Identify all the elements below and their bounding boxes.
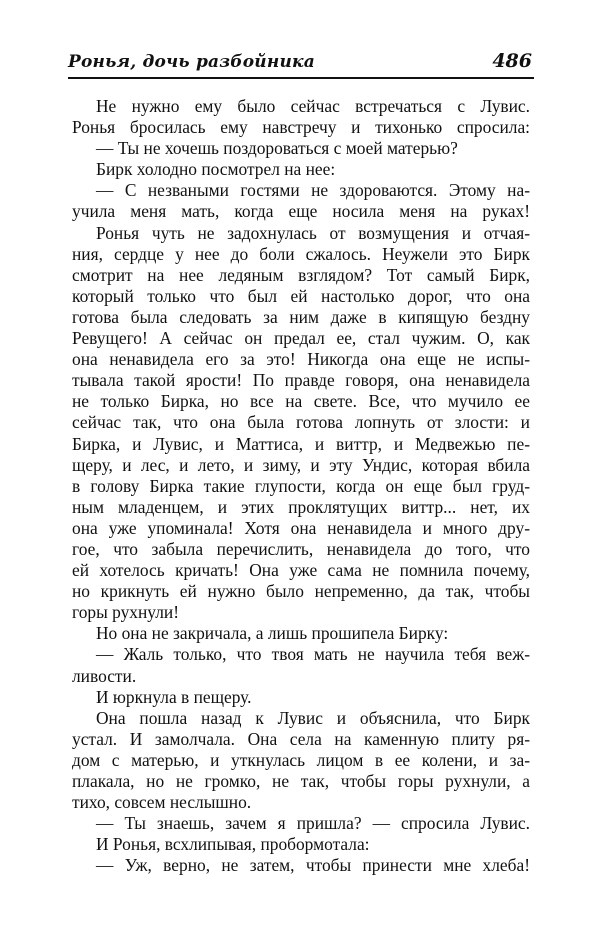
text-line: смотрит на нее ледяным взглядом? Тот самый Бирк, <box>72 264 530 285</box>
text-line: не только Бирка, но все на свете. Все, что мучило ее <box>72 391 530 412</box>
text-line: она ненавидела его за это! Никогда она еще не испы- <box>72 349 530 370</box>
text-line: сейчас так, что она была готова лопнуть от злости: и <box>72 412 530 433</box>
header-rule <box>68 77 534 79</box>
text-line: устал. И замолчала. Она села на каменную плиту ря- <box>72 728 530 749</box>
text-line: — Уж, верно, не затем, чтобы принести мне хлеба! <box>96 855 530 876</box>
text-line: тихо, совсем неслышно. <box>72 792 252 813</box>
page-header <box>68 50 534 76</box>
text-line: щеру, и лес, и лето, и зиму, и эту Ундис, которая вбила <box>72 454 530 475</box>
text-line: горы рухнули! <box>72 602 179 623</box>
text-line: И юркнула в пещеру. <box>96 686 252 707</box>
body-text <box>72 96 530 876</box>
text-line: дом с матерью, и уткнулась лицом в ее колени, и за- <box>72 749 530 770</box>
text-line: Ронья чуть не задохнулась от возмущения и отчая- <box>96 222 530 243</box>
text-line: Она пошла назад к Лувис и объяснила, что Бирк <box>96 707 530 728</box>
text-line: тывала такой ярости! По правде говоря, она ненавидела <box>72 370 530 391</box>
text-line: — С незваными гостями не здороваются. Этому на- <box>96 180 530 201</box>
text-line: гое, что забыла перечислить, ненавидела до того, что <box>72 538 530 559</box>
text-line: — Ты не хочешь поздороваться с моей матерью? <box>96 138 458 159</box>
text-line: — Жаль только, что твоя мать не научила тебя веж- <box>96 644 530 665</box>
text-line: ей хотелось кричать! Она уже сама не помнила почему, <box>72 560 530 581</box>
running-title: Ронья, дочь разбойника <box>68 52 315 72</box>
text-line: Но она не закричала, а лишь прошипела Бирку: <box>96 623 449 644</box>
text-line: учила меня мать, когда еще носила меня на руках! <box>72 201 530 222</box>
text-line: И Ронья, всхлипывая, пробормотала: <box>96 834 370 855</box>
text-line: — Ты знаешь, зачем я пришла? — спросила Лувис. <box>96 813 530 834</box>
text-line: ния, сердце у нее до боли сжалось. Неужели это Бирк <box>72 243 530 264</box>
text-line: Не нужно ему было сейчас встречаться с Лувис. <box>96 96 530 116</box>
text-line: она уже упоминала! Хотя она ненавидела и много дру- <box>72 517 530 538</box>
page-number: 486 <box>492 50 532 72</box>
text-line: Ронья бросилась ему навстречу и тихонько спросила: <box>72 117 530 138</box>
text-line: готова была следовать за ним даже в кипящую бездну <box>72 306 530 327</box>
text-line: который только что был ей настолько дорог, что она <box>72 285 530 306</box>
text-line: плакала, но не громко, не так, чтобы горы рухнули, а <box>72 771 530 791</box>
text-line: Бирка, и Лувис, и Маттиса, и виттр, и Медвежью пе- <box>72 433 530 454</box>
text-line: ливости. <box>72 665 137 686</box>
text-line: в голову Бирка такие глупости, когда он еще был груд- <box>72 475 530 496</box>
text-line: Ревущего! А сейчас он предал ее, стал чужим. О, как <box>72 328 530 349</box>
text-line: но крикнуть ей нужно было непременно, да так, чтобы <box>72 581 530 602</box>
text-line: Бирк холодно посмотрел на нее: <box>96 159 336 180</box>
text-line: ным младенцем, и этих проклятущих виттр... нет, их <box>72 496 530 517</box>
